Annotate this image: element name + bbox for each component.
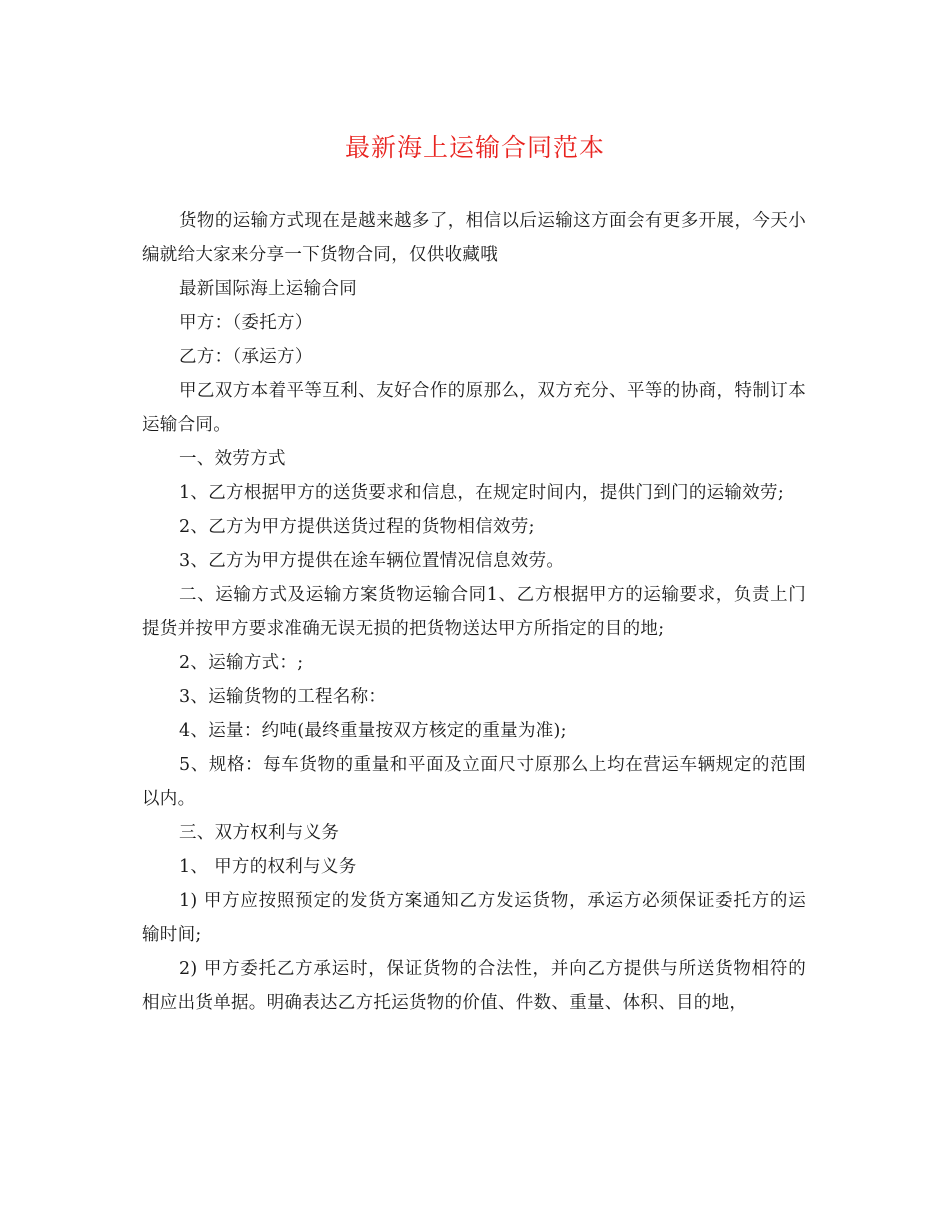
paragraph-service-2: 2、乙方为甲方提供送货过程的货物相信效劳;	[179, 517, 535, 537]
paragraph-party-a: 甲方：（委托方）	[179, 313, 313, 333]
document-body	[142, 204, 806, 1020]
paragraph-transport-4: 4、运量：约吨(最终重量按双方核定的重量为准);	[179, 721, 567, 741]
paragraph-transport-3: 3、运输货物的工程名称：	[179, 687, 387, 707]
paragraph-transport-5: 5、规格：每车货物的重量和平面及立面尺寸原那么上均在营运车辆规定的范围以内。	[142, 755, 806, 809]
paragraph-service-1: 1、乙方根据甲方的送货要求和信息，在规定时间内，提供门到门的运输效劳;	[179, 483, 785, 503]
section-heading-service: 一、效劳方式	[179, 449, 286, 469]
paragraph-preamble: 甲乙双方本着平等互利、友好合作的原那么，双方充分、平等的协商，特制订本运输合同。	[142, 381, 806, 435]
paragraph-party-b: 乙方：（承运方）	[179, 347, 313, 367]
paragraph-intro: 货物的运输方式现在是越来越多了，相信以后运输这方面会有更多开展，今天小编就给大家来分享一下货物合同，仅供收藏哦	[142, 211, 806, 265]
document-title: 最新海上运输合同范本	[344, 133, 605, 162]
paragraph-transport-1: 二、运输方式及运输方案货物运输合同1、乙方根据甲方的运输要求，负责上门提货并按甲方要求准确无误无损的把货物送达甲方所指定的目的地;	[142, 585, 806, 639]
paragraph-transport-2: 2、运输方式：;	[179, 653, 304, 673]
paragraph-contract-name: 最新国际海上运输合同	[179, 279, 357, 299]
paragraph-rights-2: 2) 甲方委托乙方承运时，保证货物的合法性，并向乙方提供与所送货物相符的相应出货单据。明确表达乙方托运货物的价值、件数、重量、体积、目的地，	[142, 959, 806, 1013]
paragraph-service-3: 3、乙方为甲方提供在途车辆位置情况信息效劳。	[179, 551, 565, 571]
section-heading-rights: 三、双方权利与义务	[179, 823, 340, 843]
paragraph-rights-1: 1) 甲方应按照预定的发货方案通知乙方发运货物，承运方必须保证委托方的运输时间;	[142, 891, 806, 945]
subsection-heading-party-a: 1、 甲方的权利与义务	[179, 857, 357, 877]
